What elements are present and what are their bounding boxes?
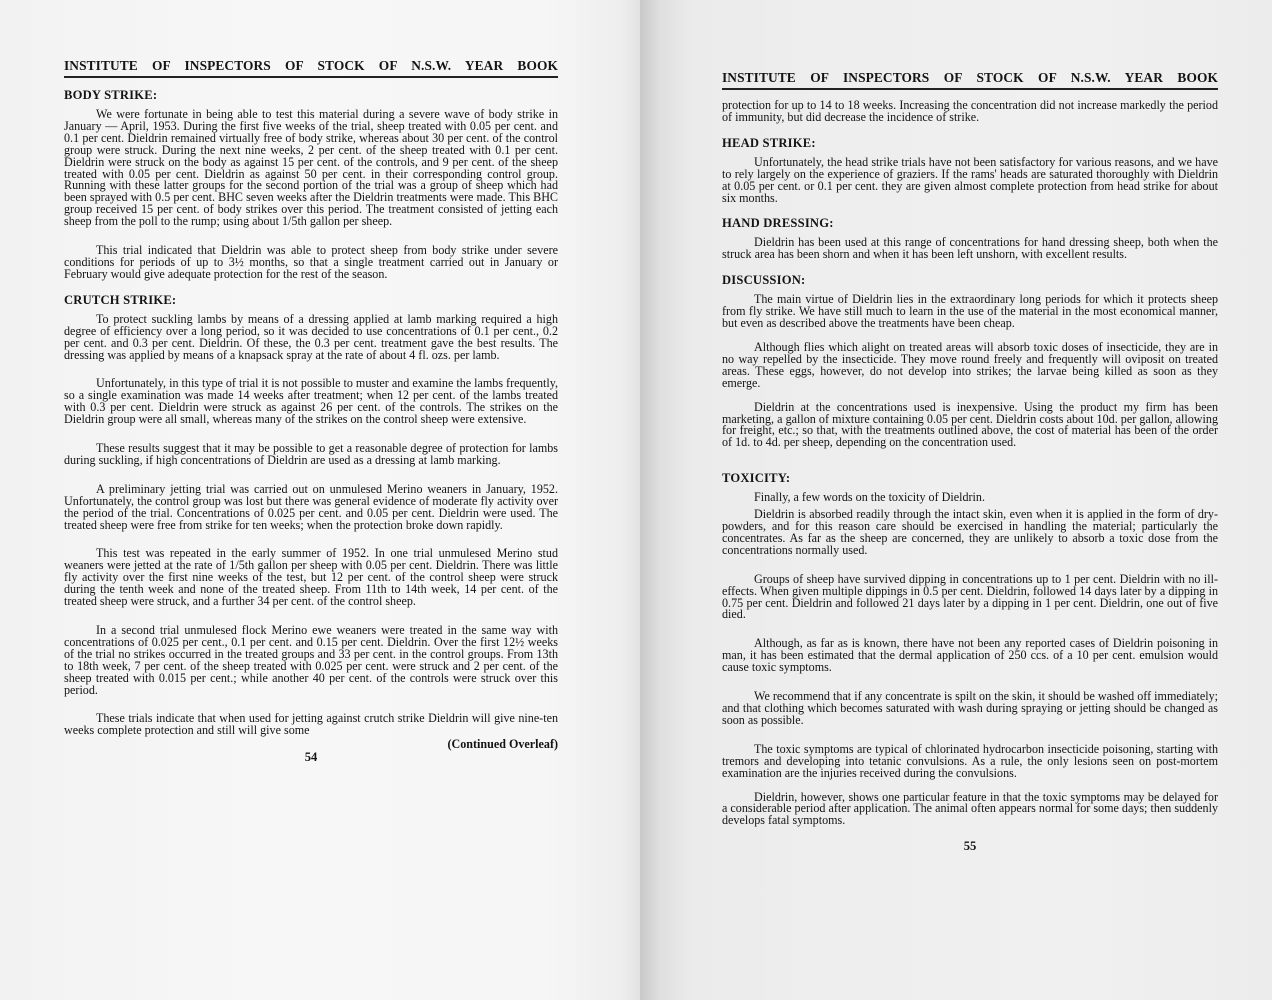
paragraph: These trials indicate that when used for jetting against crutch strike Dieldrin will give nine-ten weeks complete protection and still will give some [64,711,558,738]
continuation-paragraph: protection for up to 14 to 18 weeks. Increasing the concentration did not increase markedly the period of immunity, but did decrease the incidence of strike. [722,98,1218,124]
page-55-content [722,70,1218,854]
paragraph: Unfortunately, in this type of trial it is not possible to muster and examine the lambs frequently, so a single examination was made 14 weeks after treatment; when 12 per cent. of the lambs treated with 0.3 per cent. Dieldrin were struck as against 26 per cent. of the controls. The strikes on the Dieldrin group were all small, whereas many of the strikes on the control sheep were extensive. [64,376,558,427]
paragraph: These results suggest that it may be possible to get a reasonable degree of protection for lambs during suckling, if high concentrations of Dieldrin are used as a dressing at lamb marking. [64,441,558,467]
paragraph: This test was repeated in the early summer of 1952. In one trial unmulesed Merino stud weaners were jetted at the rate of 1/5th gallon per sheep with 0.05 per cent. Dieldrin. There was little fly activity over the first nine weeks of the test, but 12 per cent. of the control sheep were struck during the tenth week and none of the treated sheep. From 11th to 14th week, 14 per cent. of the treated sheep were struck, and a further 34 per cent. of the control sheep. [64,546,558,609]
heading-discussion: DISCUSSION: [722,273,806,288]
paragraph: The toxic symptoms are typical of chlorinated hydrocarbon insecticide poisoning, starting with tremors and developing into tetanic convulsions. As a rule, the only lesions seen on post-mortem examination are the injuries received during the convulsions. [722,741,1218,780]
paragraph: Dieldrin has been used at this range of concentrations for hand dressing sheep, both when the struck area has been shorn and when it has been left unshorn, with excellent results. [722,235,1218,262]
running-head: INSTITUTE OF INSPECTORS OF STOCK OF N.S.W. YEAR BOOK [722,70,1218,90]
running-head: INSTITUTE OF INSPECTORS OF STOCK OF N.S.W. YEAR BOOK [64,58,558,78]
paragraph: The main virtue of Dieldrin lies in the extraordinary long periods for which it protects sheep from fly strike. We have still much to learn in the use of the material in the most economical manner, but even as described above the treatments have been cheap. [722,292,1218,331]
paragraph: We were fortunate in being able to test this material during a severe wave of body strike in January — April, 1953. During the first five weeks of the trial, sheep treated with 0.05 per cent. and 0.1 per cent. Dieldrin remained virtually free of body strike, whereas about 30 per cent. of the control group were struck. During the next nine weeks, 2 per cent. of the sheep treated with 0.1 per cent. Dieldrin were struck on the body as against 15 per cent. of the controls, and 9 per cent. of the sheep treated with 0.05 per cent. Dieldrin as against 50 per cent. in their corresponding control group. Running with these latter groups for the second portion of the trial was a group of sheep which had been sprayed with 0.5 per cent. BHC seven weeks after the Dieldrin treatments were made. This BHC group received 15 per cent. of body strikes over this period. The treatment consisted of jetting each sheep from the poll to the rump; using about 1/5th gallon per sheep. [64,107,558,229]
paragraph: Dieldrin is absorbed readily through the intact skin, even when it is applied in the form of dry-powders, and for this reason care should be exercised in handling the material; particularly the concentrates. As far as the sheep are concerned, they are unlikely to absorb a toxic dose from the concentrations normally used. [722,507,1218,557]
heading-toxicity: TOXICITY: [722,471,791,486]
paragraph: We recommend that if any concentrate is spilt on the skin, it should be washed off immediately; and that clothing which becomes saturated with wash during spraying or jetting should be changed as soon as possible. [722,689,1218,727]
continued-note: (Continued Overleaf) [447,737,558,752]
page-55 [640,0,1272,1000]
page-number: 54 [304,750,318,765]
heading-body-strike: BODY STRIKE: [64,88,158,102]
page-number: 55 [963,839,977,854]
paragraph: Although, as far as is known, there have not been any reported cases of Dieldrin poisoning in man, it has been estimated that the dermal application of 250 ccs. of a 10 per cent. emulsion would cause toxic symptoms. [722,636,1218,675]
heading-crutch-strike: CRUTCH STRIKE: [64,292,177,307]
paragraph: In a second trial unmulesed flock Merino ewe weaners were treated in the same way with concentrations of 0.025 per cent., 0.1 per cent. and 0.15 per cent. Dieldrin. Over the first 12½ weeks of the trial no strikes occurred in the treated groups and 33 per cent. in the control groups. From 13th to 18th week, 7 per cent. of the sheep treated with 0.025 per cent. were struck and 2 per cent. of the sheep treated with 0.015 per cent.; while another 40 per cent. of the controls were struck over this period. [64,623,558,697]
paragraph: To protect suckling lambs by means of a dressing applied at lamb marking required a high degree of efficiency over a long period, so it was decided to use concentrations of 0.1 per cent., 0.2 per cent. and 0.3 per cent. Dieldrin. Of these, the 0.3 per cent. treatment gave the best results. The dressing was applied by means of a knapsack spray at the rate of about 4 fl. ozs. per lamb. [64,311,558,362]
paragraph: Unfortunately, the head strike trials have not been satisfactory for various reasons, and we have to rely largely on the experience of graziers. If the rams' heads are saturated thoroughly with Dieldrin at 0.05 per cent. or 0.1 per cent. they are given almost complete protection from head strike for about six months. [722,154,1218,205]
paragraph: Dieldrin at the concentrations used is inexpensive. Using the product my firm has been marketing, a gallon of mixture containing 0.05 per cent. Dieldrin costs about 10d. per gallon, allowing for freight, etc.; so that, with the treatments outlined above, the cost of material has been of the order of 1d. to 4d. per sheep, depending on the concentration used. [722,399,1218,450]
paragraph: This trial indicated that Dieldrin was able to protect sheep from body strike under severe conditions for periods of up to 3½ months, so that a single treatment carried out in January or February would give adequate protection for the rest of the season. [64,243,558,281]
paragraph: Although flies which alight on treated areas will absorb toxic doses of insecticide, they are in no way repelled by the insecticide. They move round freely and frequently will oviposit on treated areas. These eggs, however, do not develop into strikes; the larvae being killed as soon as they emerge. [722,339,1218,390]
heading-hand-dressing: HAND DRESSING: [722,216,834,231]
paragraph: Groups of sheep have survived dipping in concentrations up to 1 per cent. Dieldrin with no ill-effects. When given multiple dippings in 0.5 per cent. Dieldrin, followed 14 days later by a dipping in 0.75 per cent. Dieldrin and followed 21 days later by a dipping in 1 per cent. Dieldrin, one out of five died. [722,571,1218,622]
paragraph: Finally, a few words on the toxicity of Dieldrin. [754,490,985,505]
heading-head-strike: HEAD STRIKE: [722,135,816,150]
paragraph: A preliminary jetting trial was carried out on unmulesed Merino weaners in January, 1952. Unfortunately, the control group was lost but there was general evidence of moderate fly activity over the period of the trial. Concentrations of 0.025 per cent. and 0.05 per cent. Dieldrin were used. The treated sheep were free from strike for ten weeks; when the protection broke down rapidly. [64,481,558,532]
paragraph: Dieldrin, however, shows one particular feature in that the toxic symptoms may be delayed for a considerable period after application. The animal often appears normal for some days; then suddenly develops fatal symptoms. [722,789,1218,828]
page-54-content [64,58,558,765]
